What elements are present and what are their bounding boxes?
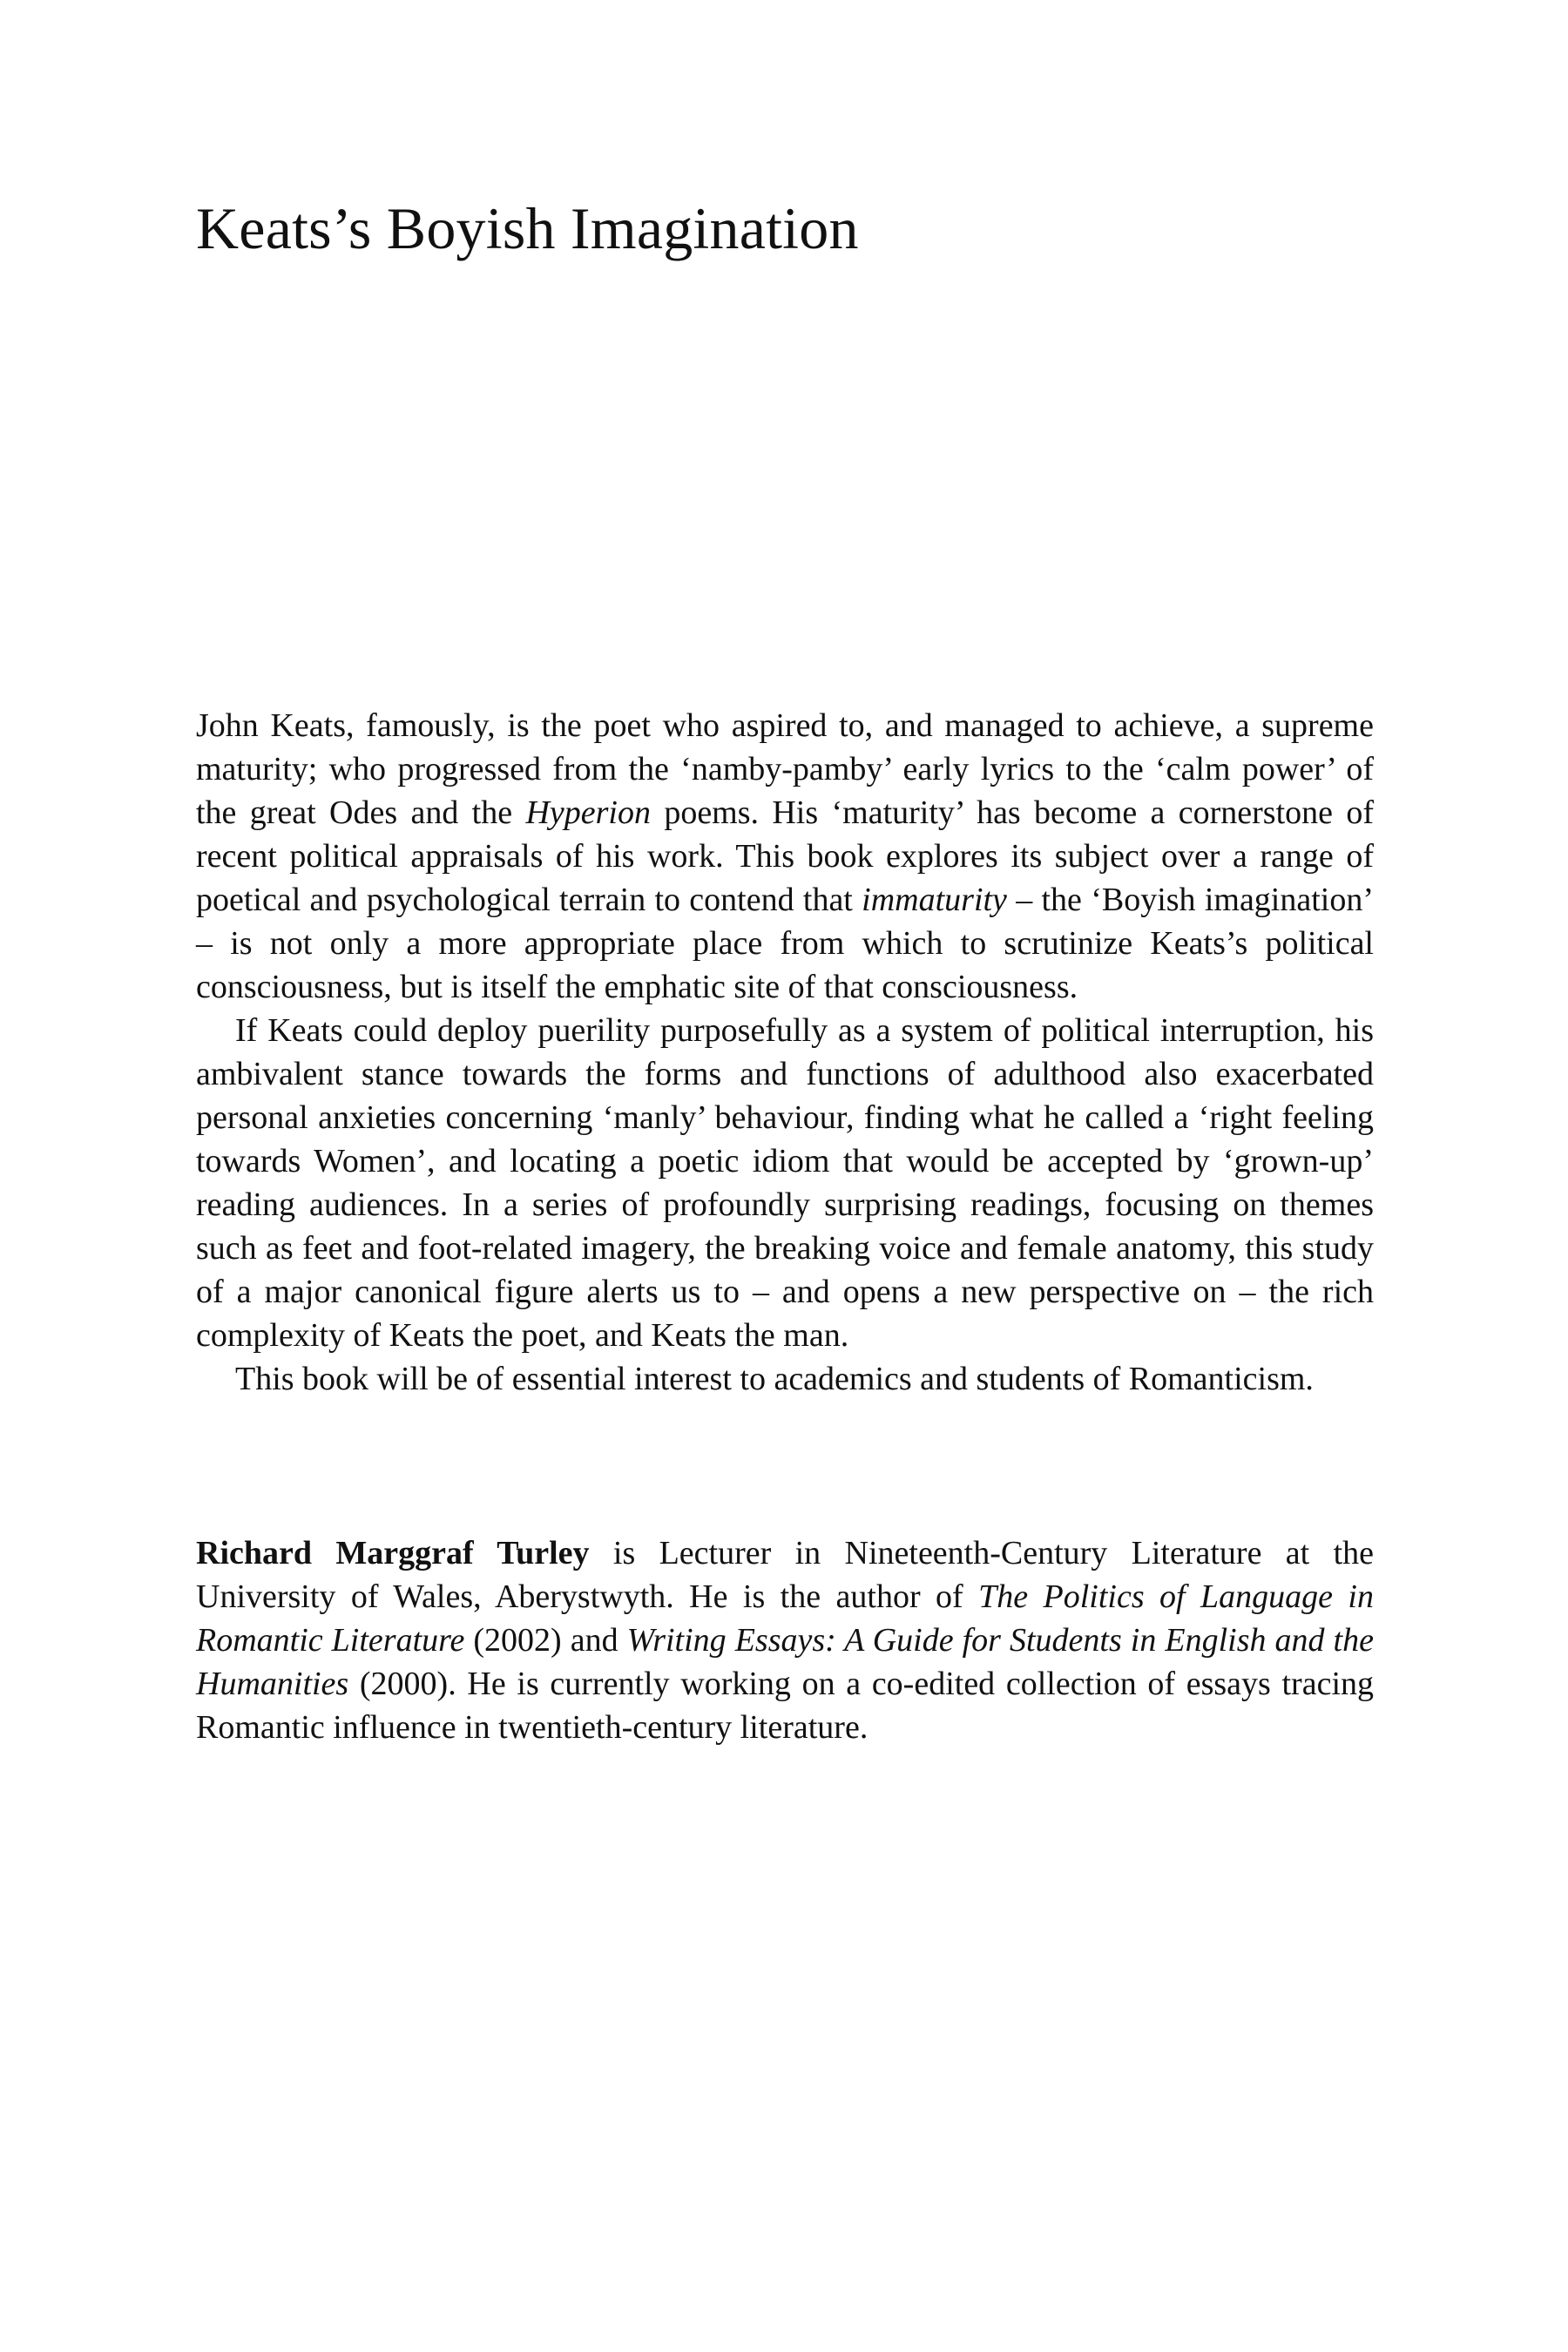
author-name: Richard Marggraf Turley (196, 1535, 590, 1571)
blurb-paragraph-2: If Keats could deploy puerility purposefully as a system of political interruption, his ambivalent stance towards the forms and functions of adulthood also exacerbated personal anxieties concerning ‘manly’ behaviour, finding what he called a ‘right feeling towards Women’, and locating a poetic idiom that would be accepted by ‘grown-up’ reading audiences. In a series of profoundly surprising readings, focusing on themes such as feet and foot-related imagery, the breaking voice and female anatomy, this study of a major canonical figure alerts us to – and opens a new perspective on – the rich complexity of Keats the poet, and Keats the man. (196, 1012, 1374, 1354)
blurb-paragraph-3: This book will be of essential interest to academics and students of Romanticism. (235, 1361, 1314, 1397)
author-bio-paragraph (196, 1531, 1374, 1749)
book-blurb (196, 704, 1374, 1401)
blurb-p1-text-c: – the ‘Boyish imagination’ – is not only a more appropriate place from which to scrutinize Keats’s political consciousness, but is itself the emphatic site of that consciousness. (196, 882, 1375, 1005)
blurb-paragraph-1 (196, 704, 1374, 1009)
author-bio (196, 1531, 1374, 1749)
author-bio-text-b: (2002) and (464, 1622, 627, 1659)
blurb-p1-text-a: John Keats, famously, is the poet who aspired to, and managed to achieve, a supreme maturity; who progressed from the ‘namby-pamby’ early lyrics to the ‘calm power’ of the great Odes and the (196, 707, 1374, 831)
author-book-2-title: Writing Essays: A Guide for Students in English and the Humanities (196, 1622, 1374, 1702)
blurb-p1-text-b: poems. His ‘maturity’ has become a cornerstone of recent political appraisals of his work. This book explores its subject over a range of poetical and psychological terrain to contend that (196, 794, 1374, 918)
author-bio-text-a: is Lecturer in Nineteenth-Century Literature at the University of Wales, Aberystwyth. He is the author of (196, 1535, 1374, 1615)
blurb-p1-italic-hyperion: Hyperion (525, 794, 651, 831)
author-bio-text-c: (2000). He is currently working on a co-edited collection of essays tracing Romantic influence in twentieth-century literature. (196, 1666, 1374, 1746)
author-book-1-title: The Politics of Language in Romantic Literature (196, 1578, 1374, 1659)
book-title: Keats’s Boyish Imagination (196, 195, 859, 261)
blurb-p1-italic-immaturity: immaturity (862, 882, 1007, 918)
